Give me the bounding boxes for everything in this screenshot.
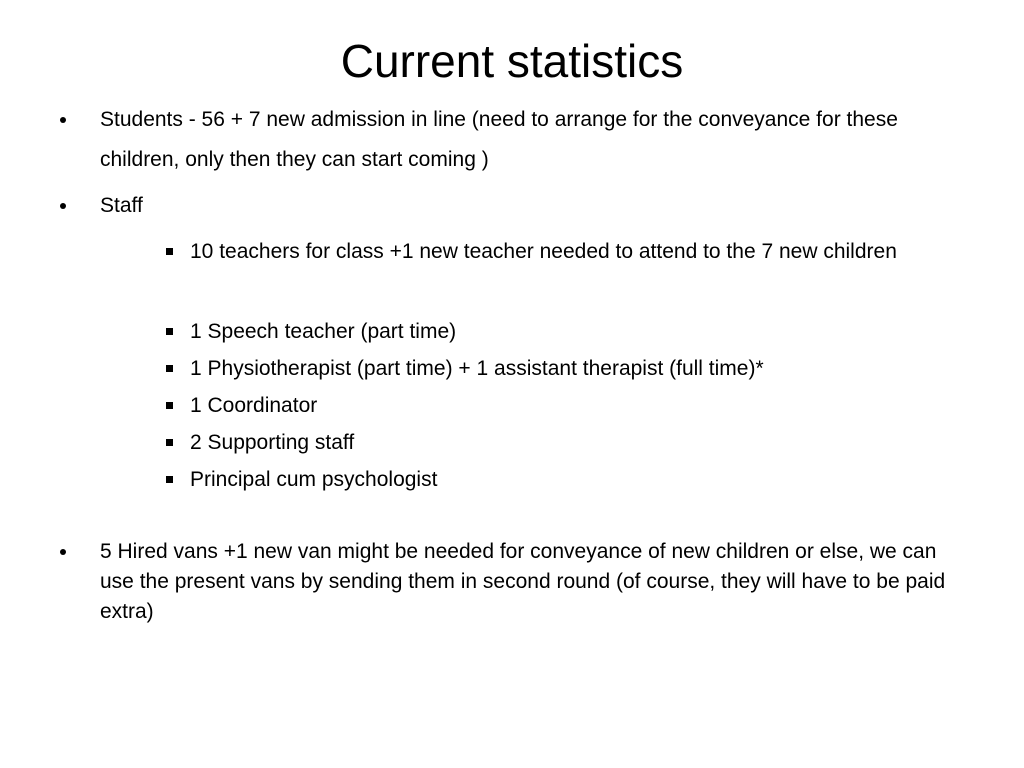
- staff-item-teachers: 10 teachers for class +1 new teacher needed to attend to the 7 new children: [190, 240, 897, 263]
- staff-item-speech-teacher: 1 Speech teacher (part time): [190, 320, 457, 343]
- bullet-students: Students - 56 + 7 new admission in line (need to arrange for the conveyance for these children, only then they can start coming ): [100, 108, 898, 171]
- slide-title: Current statistics: [340, 35, 684, 87]
- bullet-dot-icon: [60, 117, 66, 123]
- staff-item-physiotherapist: 1 Physiotherapist (part time) + 1 assistant therapist (full time)*: [190, 357, 764, 380]
- bullet-square-icon: [166, 402, 173, 409]
- bullet-square-icon: [166, 328, 173, 335]
- staff-item-principal: Principal cum psychologist: [190, 468, 438, 491]
- bullet-staff: Staff: [100, 194, 143, 217]
- bullet-square-icon: [166, 248, 173, 255]
- bullet-dot-icon: [60, 203, 66, 209]
- bullet-vans: 5 Hired vans +1 new van might be needed for conveyance of new children or else, we can use the present vans by sending them in second round (of course, they will have to be paid extra): [100, 540, 946, 623]
- bullet-square-icon: [166, 365, 173, 372]
- staff-item-supporting-staff: 2 Supporting staff: [190, 431, 355, 454]
- staff-item-coordinator: 1 Coordinator: [190, 394, 318, 417]
- bullet-dot-icon: [60, 549, 66, 555]
- bullet-square-icon: [166, 439, 173, 446]
- bullet-square-icon: [166, 476, 173, 483]
